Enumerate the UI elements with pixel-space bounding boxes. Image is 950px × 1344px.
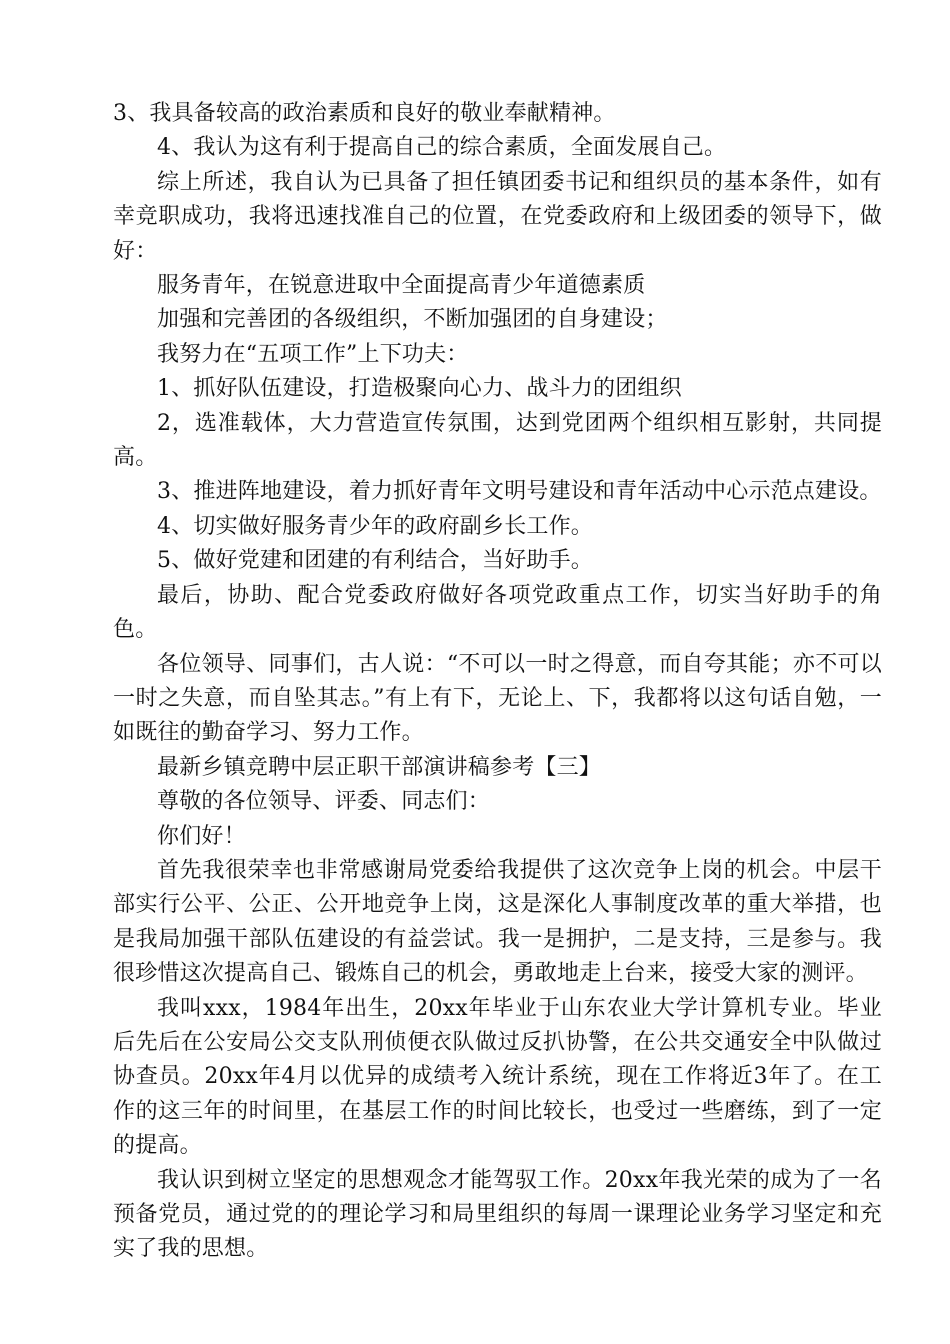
paragraph: 我叫xxx，1984年出生，20xx年毕业于山东农业大学计算机专业。毕业后先后在公安局公交支队刑侦便衣队做过反扒协警，在公共交通安全中队做过协查员。20xx年4月以优异的成绩考入统计系统，现在工作将近3年了。在工作的这三年的时间里，在基层工作的时间比较长，也受过一些磨练，到了一定的提高。: [113, 995, 882, 1159]
list-item: 1、抓好队伍建设，打造极聚向心力、战斗力的团组织: [157, 376, 682, 402]
list-item: 2，选准载体，大力营造宣传氛围，达到党团两个组织相互影射，共同提高。: [113, 410, 882, 471]
paragraph: 加强和完善团的各级组织，不断加强团的自身建设；: [157, 307, 668, 333]
list-item: 3、推进阵地建设，着力抓好青年文明号建设和青年活动中心示范点建设。: [157, 479, 882, 505]
section-heading: 最新乡镇竞聘中层正职干部演讲稿参考【三】: [157, 754, 602, 780]
greeting: 你们好！: [157, 823, 246, 849]
document-body: [113, 97, 882, 1267]
paragraph: 我努力在“五项工作”上下功夫：: [157, 341, 469, 367]
salutation: 尊敬的各位领导、评委、同志们：: [157, 789, 491, 815]
paragraph: 各位领导、同事们，古人说：“不可以一时之得意，而自夸其能；亦不可以一时之失意，而自坠其志。”有上有下，无论上、下，我都将以这句话自勉，一如既往的勤奋学习、努力工作。: [113, 651, 882, 746]
paragraph: 我认识到树立坚定的思想观念才能驾驭工作。20xx年我光荣的成为了一名预备党员，通过党的的理论学习和局里组织的每周一课理论业务学习坚定和充实了我的思想。: [113, 1167, 882, 1262]
paragraph: 综上所述，我自认为已具备了担任镇团委书记和组织员的基本条件，如有幸竞职成功，我将迅速找准自己的位置，在党委政府和上级团委的领导下，做好：: [113, 169, 882, 264]
paragraph: 3、我具备较高的政治素质和良好的敬业奉献精神。: [113, 101, 616, 126]
paragraph: 4、我认为这有利于提高自己的综合素质，全面发展自己。: [157, 135, 727, 161]
paragraph: 服务青年，在锐意进取中全面提高青少年道德素质: [157, 273, 646, 299]
paragraph: 最后，协助、配合党委政府做好各项党政重点工作，切实当好助手的角色。: [113, 582, 882, 643]
list-item: 4、切实做好服务青少年的政府副乡长工作。: [157, 513, 593, 539]
paragraph: 首先我很荣幸也非常感谢局党委给我提供了这次竞争上岗的机会。中层干部实行公平、公正、公开地竞争上岗，这是深化人事制度改革的重大举措，也是我局加强干部队伍建设的有益尝试。我一是拥护，二是支持，三是参与。我很珍惜这次提高自己、锻炼自己的机会，勇敢地走上台来，接受大家的测评。: [113, 857, 882, 987]
list-item: 5、做好党建和团建的有利结合，当好助手。: [157, 548, 593, 574]
